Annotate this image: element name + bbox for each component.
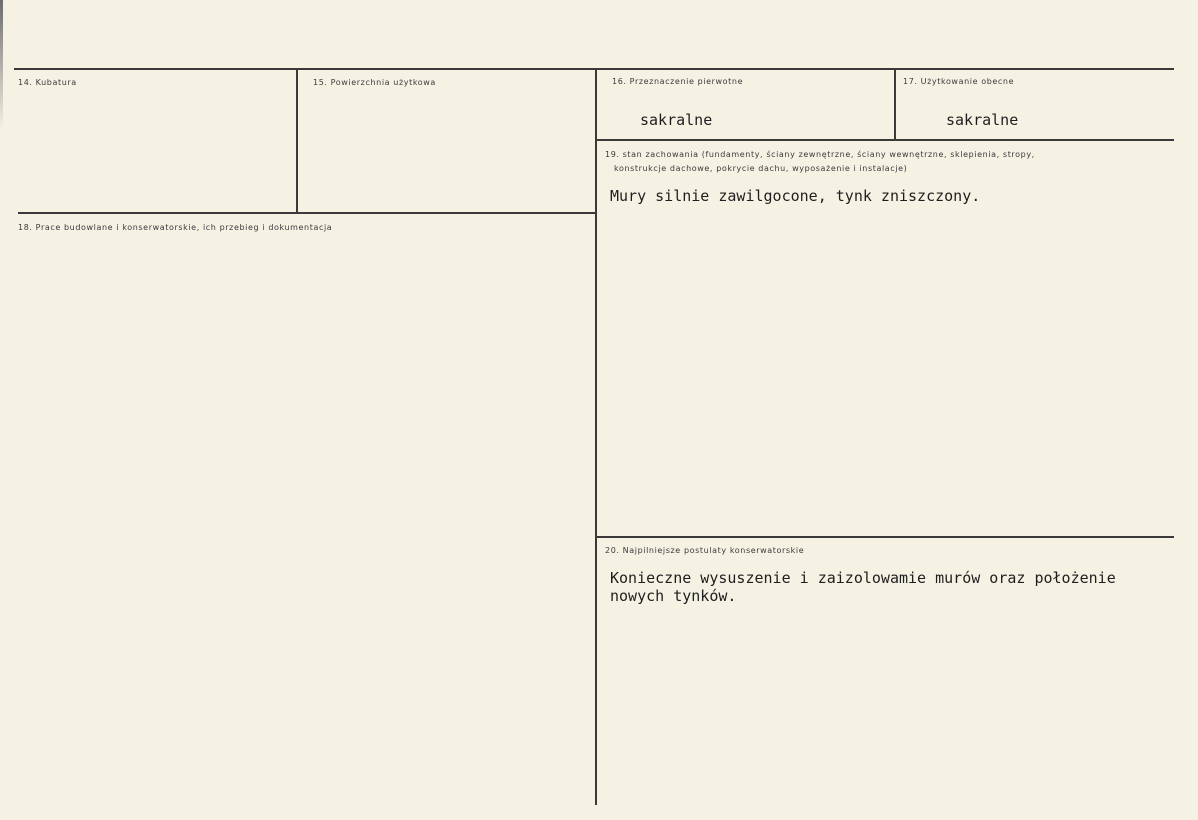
top-rule [14, 68, 1174, 70]
field-19-label-line1: 19. stan zachowania (fundamenty, ściany zewnętrzne, ściany wewnętrzne, sklepienia, stropy, [605, 150, 1035, 159]
field-18-label: 18. Prace budowlane i konserwatorskie, ich przebieg i dokumentacja [18, 223, 333, 232]
main-divider [595, 70, 597, 805]
field-19-value: Mury silnie zawilgocone, tynk zniszczony. [610, 187, 981, 205]
rule-under-19 [597, 536, 1174, 538]
rule-under-16-17 [597, 139, 1174, 141]
divider-14-15 [296, 70, 298, 214]
rule-under-14-15 [18, 212, 595, 214]
field-20-value-line2: nowych tynków. [610, 587, 737, 605]
field-20-label: 20. Najpilniejsze postulaty konserwatorskie [605, 546, 805, 555]
field-16-label: 16. Przeznaczenie pierwotne [612, 77, 744, 86]
field-16-value: sakralne [640, 111, 713, 129]
field-17-label: 17. Użytkowanie obecne [903, 77, 1015, 86]
field-14-label: 14. Kubatura [18, 78, 77, 87]
field-19-label-line2: konstrukcje dachowe, pokrycie dachu, wyposażenie i instalacje) [614, 164, 908, 173]
divider-16-17 [894, 70, 896, 140]
field-17-value: sakralne [946, 111, 1019, 129]
card-edge-mark [0, 0, 3, 130]
field-20-value-line1: Konieczne wysuszenie i zaizolowamie murów oraz położenie [610, 569, 1116, 587]
field-15-label: 15. Powierzchnia użytkowa [313, 78, 436, 87]
